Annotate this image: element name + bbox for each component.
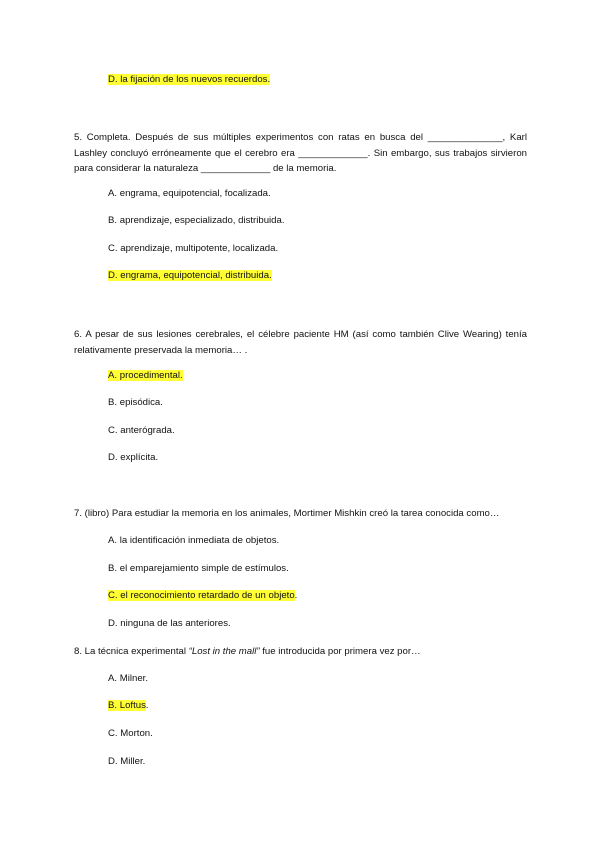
question-7-option-c (108, 590, 297, 602)
highlighted-answer: B. Loftus (108, 700, 146, 711)
question-5-text: 5. Completa. Después de sus múltiples experimentos con ratas en busca del ______________, Karl Lashley concluyó erróneamente que el cerebro era _____________. Sin embargo, sus trabajos sirvieron para considerar la naturaleza _____________ de la memoria. (74, 132, 527, 174)
question-6-option-b: B. episódica. (108, 397, 163, 408)
highlighted-answer: A. procedimental. (108, 370, 183, 381)
question-6-option-c: C. anterógrada. (108, 425, 175, 436)
highlighted-answer: D. engrama, equipotencial, distribuida. (108, 270, 272, 281)
question-8-option-c: C. Morton. (108, 728, 153, 739)
highlighted-answer: D. la fijación de los nuevos recuerdos. (108, 74, 271, 85)
question-8-prefix: 8. La técnica experimental (74, 646, 189, 657)
question-8-text (74, 646, 421, 658)
question-8-option-d: D. Miller. (108, 756, 146, 767)
question-5-option-d (108, 270, 272, 282)
question-5-option-c: C. aprendizaje, multipotente, localizada. (108, 243, 279, 254)
question-6-text: 6. A pesar de sus lesiones cerebrales, el célebre paciente HM (así como también Clive Wearing) tenía relativamente preservada la memoria… . (74, 329, 527, 356)
question-7-option-b: B. el emparejamiento simple de estímulos. (108, 563, 289, 574)
question-6-option-d: D. explícita. (108, 452, 159, 463)
question-7-text: 7. (libro) Para estudiar la memoria en los animales, Mortimer Mishkin creó la tarea conocida como… (74, 508, 500, 519)
question-8-option-a: A. Milner. (108, 673, 148, 684)
question-8-option-b (108, 700, 149, 712)
previous-answer-line (108, 74, 270, 86)
question-8-suffix: fue introducida por primera vez por… (259, 646, 421, 657)
question-5-option-a: A. engrama, equipotencial, focalizada. (108, 188, 271, 199)
question-6-option-a (108, 370, 183, 382)
question-5-option-b: B. aprendizaje, especializado, distribuida. (108, 215, 285, 226)
highlighted-answer: C. el reconocimiento retardado de un objeto (108, 590, 295, 601)
question-7-option-d: D. ninguna de las anteriores. (108, 618, 231, 629)
question-8-italic-title: “Lost in the mall” (188, 646, 260, 657)
option-punctuation: . (294, 590, 298, 601)
option-punctuation: . (145, 700, 149, 711)
question-7-option-a: A. la identificación inmediata de objetos. (108, 535, 280, 546)
